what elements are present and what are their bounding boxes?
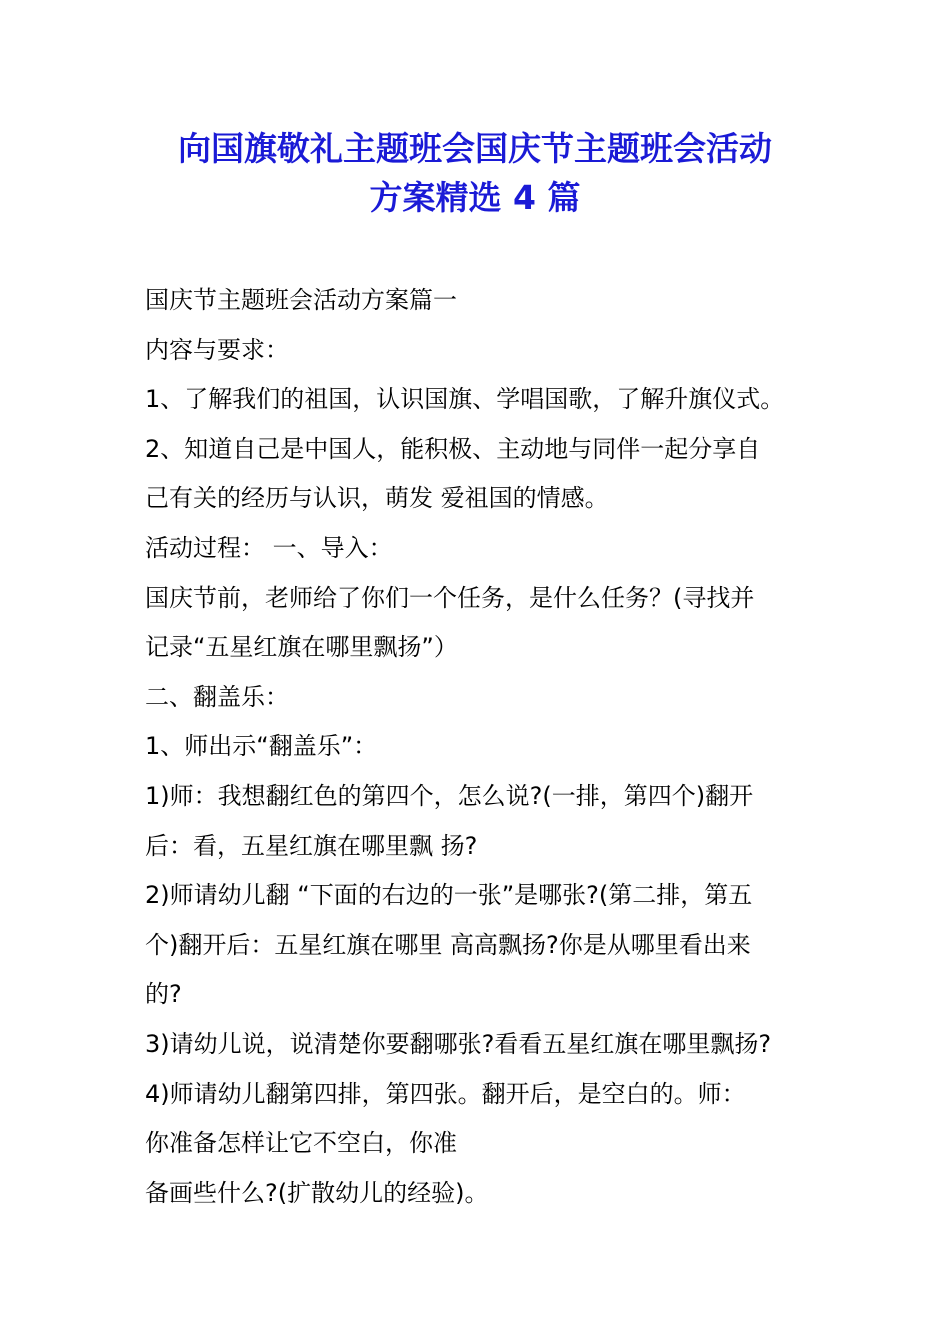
paragraph-line: 4)师请幼儿翻第四排，第四张。翻开后，是空白的。师： bbox=[145, 1079, 746, 1108]
paragraph-line: 1、师出示“翻盖乐”： bbox=[145, 732, 378, 761]
paragraph-line: 的? bbox=[145, 980, 182, 1009]
paragraph-line: 记录“五星红旗在哪里飘扬”） bbox=[145, 633, 458, 662]
paragraph-line: 后：看，五星红旗在哪里飘 扬? bbox=[145, 831, 478, 860]
document-body bbox=[145, 276, 825, 1218]
paragraph-line: 活动过程： 一、导入： bbox=[145, 533, 393, 562]
paragraph-line: 1、了解我们的祖国，认识国旗、学唱国歌，了解升旗仪式。 bbox=[145, 385, 785, 414]
paragraph-line: 己有关的经历与认识，萌发 爱祖国的情感。 bbox=[145, 484, 609, 513]
paragraph-line: 3)请幼儿说，说清楚你要翻哪张?看看五星红旗在哪里飘扬? bbox=[145, 1029, 772, 1058]
paragraph-line: 二、翻盖乐： bbox=[145, 682, 289, 711]
paragraph-line: 内容与要求： bbox=[145, 335, 289, 364]
paragraph-line: 1)师：我想翻红色的第四个，怎么说?(一排，第四个)翻开 bbox=[145, 781, 754, 810]
paragraph-line: 个)翻开后：五星红旗在哪里 高高飘扬?你是从哪里看出来 bbox=[145, 930, 751, 959]
paragraph-line: 备画些什么?(扩散幼儿的经验)。 bbox=[145, 1178, 489, 1207]
title-line-1: 向国旗敬礼主题班会国庆节主题班会活动 bbox=[178, 129, 772, 168]
paragraph-line: 国庆节前，老师给了你们一个任务，是什么任务？(寻找并 bbox=[145, 583, 755, 612]
paragraph-line: 2)师请幼儿翻 “下面的右边的一张”是哪张?(第二排，第五 bbox=[145, 881, 753, 910]
section-heading: 国庆节主题班会活动方案篇一 bbox=[145, 286, 457, 314]
document-title bbox=[120, 124, 830, 222]
paragraph-line: 你准备怎样让它不空白，你准 bbox=[145, 1129, 457, 1158]
title-line-2: 方案精选 4 篇 bbox=[369, 178, 581, 217]
paragraph-line: 2、知道自己是中国人，能积极、主动地与同伴一起分享自 bbox=[145, 434, 761, 463]
